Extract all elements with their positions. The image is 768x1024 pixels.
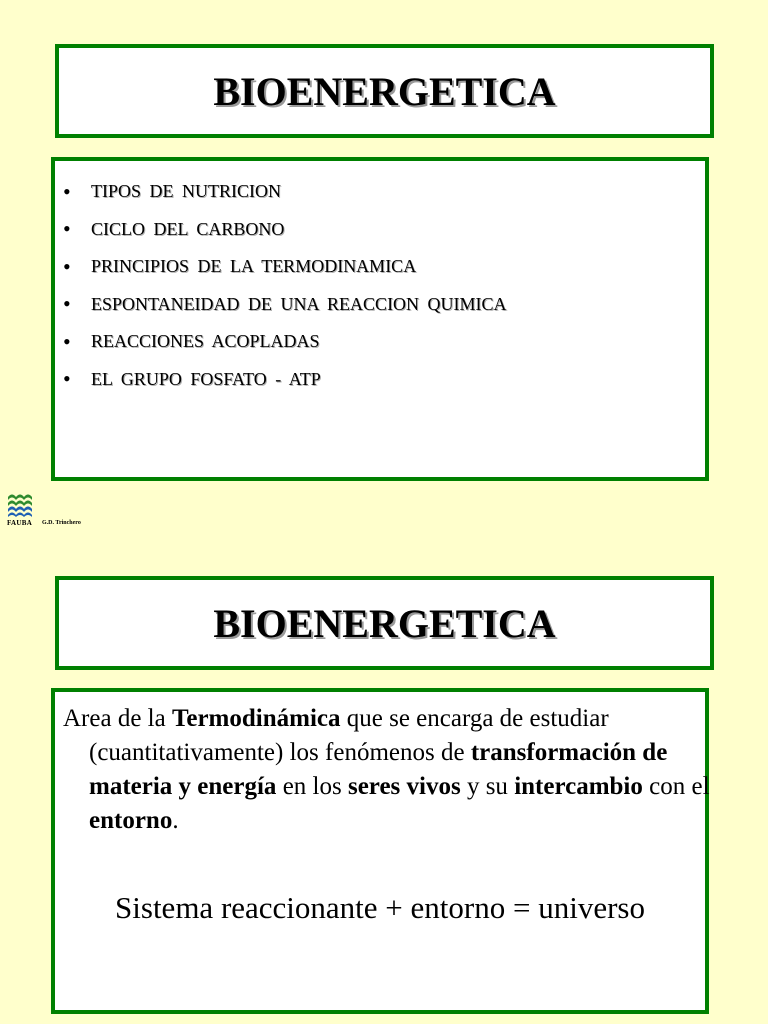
bullet-icon: • bbox=[63, 291, 71, 317]
list-item bbox=[63, 361, 507, 399]
bullet-icon: • bbox=[63, 216, 71, 242]
topic-text: REACCIONES ACOPLADAS bbox=[91, 331, 320, 352]
list-item bbox=[63, 211, 507, 249]
bullet-icon: • bbox=[63, 253, 71, 279]
institution-label: FAUBA bbox=[7, 519, 33, 527]
topic-text: ESPONTANEIDAD DE UNA REACCION QUIMICA bbox=[91, 293, 507, 314]
definition-text: con el bbox=[642, 773, 710, 800]
slide2-title-box bbox=[55, 576, 714, 670]
definition-text: . bbox=[172, 807, 179, 834]
fauba-wave-logo-icon bbox=[6, 490, 36, 518]
topic-text: CICLO DEL CARBONO bbox=[91, 218, 285, 239]
slide2-title: BIOENERGETICA bbox=[213, 600, 556, 646]
bullet-icon: • bbox=[63, 366, 71, 392]
list-item bbox=[63, 173, 507, 211]
bullet-icon: • bbox=[63, 178, 71, 204]
definition-text: que se encarga de estudiar (cuantitativamente) los fenómenos de bbox=[89, 705, 609, 766]
definition-bold: seres vivos bbox=[347, 773, 461, 800]
slide2-definition-box bbox=[51, 688, 709, 1014]
definition-text: en los bbox=[276, 773, 348, 800]
bullet-icon: • bbox=[63, 328, 71, 354]
definition-bold: entorno bbox=[89, 807, 173, 834]
list-item bbox=[63, 286, 507, 324]
definition-paragraph bbox=[63, 702, 729, 838]
topic-text: TIPOS DE NUTRICION bbox=[91, 181, 281, 202]
definition-bold: Termodinámica bbox=[171, 705, 341, 732]
definition-text: Area de la bbox=[63, 705, 172, 732]
definition-bold: transformación de materia y energía bbox=[89, 739, 668, 800]
slide1-title: BIOENERGETICA bbox=[213, 68, 556, 114]
author-label: G.D. Trinchero bbox=[42, 520, 81, 526]
topic-text: PRINCIPIOS DE LA TERMODINAMICA bbox=[91, 256, 417, 277]
definition-bold: intercambio bbox=[514, 773, 643, 800]
topic-text: EL GRUPO FOSFATO - ATP bbox=[91, 368, 321, 389]
definition-text: y su bbox=[460, 773, 515, 800]
slide1-title-box bbox=[55, 44, 714, 138]
topics-list bbox=[63, 173, 507, 398]
slide1-topics-box bbox=[51, 157, 709, 481]
system-equation: Sistema reaccionante + entorno = universo bbox=[115, 890, 645, 925]
list-item bbox=[63, 323, 507, 361]
list-item bbox=[63, 248, 507, 286]
slide-footer bbox=[6, 490, 126, 530]
